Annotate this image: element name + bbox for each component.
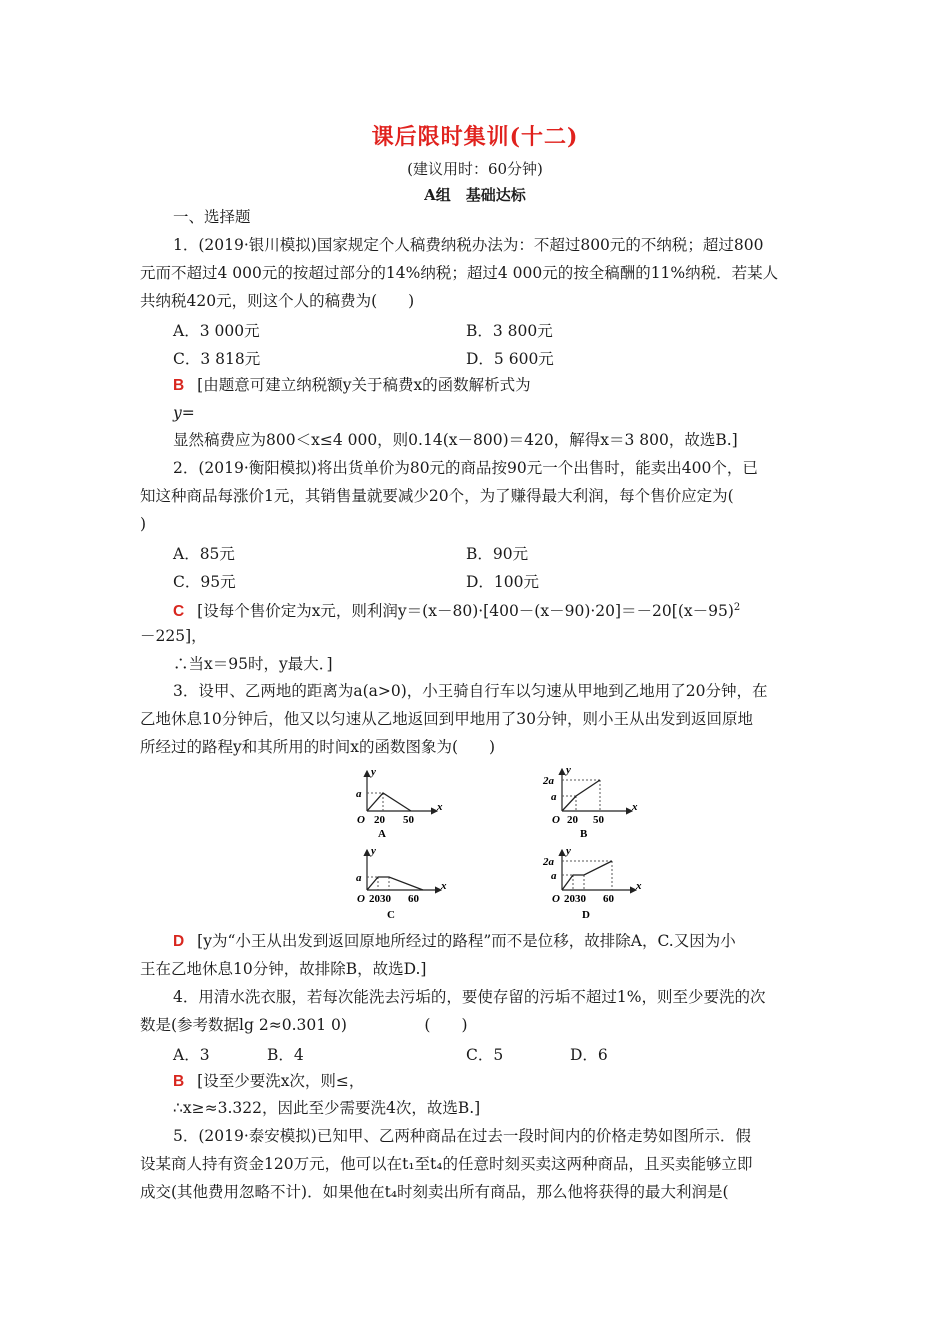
q4-option-c: C．5 xyxy=(466,1046,504,1064)
graph-b-x-label: x xyxy=(632,801,638,813)
q4-solution-text1: [设至少要洗x次，则≤， xyxy=(197,1072,365,1090)
graph-c-a-label: a xyxy=(356,872,362,884)
q4-line2: 数是(参考数据lg 2≈0.301 0) ( ) xyxy=(140,1016,468,1034)
q3-line1: 3．设甲、乙两地的距离为a(a>0)，小王骑自行车以匀速从甲地到乙地用了20分钟，在 xyxy=(173,682,768,700)
q3-answer: D xyxy=(173,933,185,950)
graph-b xyxy=(540,763,640,843)
graph-a-t1: 20 xyxy=(374,814,385,826)
graph-d-t1: 2030 xyxy=(564,893,586,905)
graph-c-caption: C xyxy=(387,909,395,921)
graph-a-y-label: y xyxy=(371,766,376,778)
graph-c-t2: 60 xyxy=(408,893,419,905)
q2-answer: C xyxy=(173,603,185,621)
graph-b-a-label: a xyxy=(551,791,557,803)
q1-line1: 1．(2019·银川模拟)国家规定个人稿费纳税办法为：不超过800元的不纳税；超过800 xyxy=(173,236,764,254)
graph-a xyxy=(345,763,445,843)
q2-line1: 2．(2019·衡阳模拟)将出货单价为80元的商品按90元一个出售时，能卖出400个，已 xyxy=(173,459,758,477)
q2-option-c: C．95元 xyxy=(173,573,236,591)
graph-d xyxy=(540,846,650,926)
graph-b-origin: O xyxy=(552,814,560,826)
graph-c xyxy=(345,846,455,926)
q1-option-a: A．3 000元 xyxy=(173,322,260,340)
q2-line3: ) xyxy=(140,515,147,533)
q1-solution-line2: y= xyxy=(173,404,195,422)
graph-d-t2: 60 xyxy=(603,893,614,905)
graph-b-t1: 20 xyxy=(567,814,578,826)
q1-answer: B xyxy=(173,377,185,394)
q1-option-b: B．3 800元 xyxy=(466,322,553,340)
graph-d-2a-label: 2a xyxy=(543,856,554,868)
graph-b-y-label: y xyxy=(566,764,571,776)
q2-solution-sup: 2 xyxy=(733,602,741,613)
q4-option-d: D．6 xyxy=(570,1046,608,1064)
q1-solution-text1: [由题意可建立纳税额y关于稿费x的函数解析式为 xyxy=(197,376,531,394)
graph-b-caption: B xyxy=(580,828,588,840)
graph-a-caption: A xyxy=(378,828,386,840)
q4-solution-line2: ∴x≥≈3.322，因此至少需要洗4次，故选B.] xyxy=(173,1099,481,1117)
q1-line3: 共纳税420元，则这个人的稿费为( ) xyxy=(140,292,415,310)
q2-option-b: B．90元 xyxy=(466,545,529,563)
graph-d-y-label: y xyxy=(566,846,571,857)
section-label: 一、选择题 xyxy=(173,208,251,226)
q1-option-c: C．3 818元 xyxy=(173,350,261,368)
graph-a-curve xyxy=(367,793,411,811)
q5-line3: 成交(其他费用忽略不计)．如果他在t₄时刻卖出所有商品，那么他将获得的最大利润是( xyxy=(140,1183,729,1201)
q3-line2: 乙地休息10分钟后，他又以匀速从乙地返回到甲地用了30分钟，则小王从出发到返回原地 xyxy=(140,710,753,728)
graph-b-2a-label: 2a xyxy=(543,775,554,787)
q2-solution-line3: ∴当x＝95时，y最大．] xyxy=(173,655,333,673)
q2-solution-text1: [设每个售价定为x元，则利润y＝(x－80)·[400－(x－90)·20]＝－20[(x－95) xyxy=(197,602,734,621)
graph-d-curve xyxy=(562,861,612,890)
graph-d-a-label: a xyxy=(551,870,557,882)
q3-solution-line1 xyxy=(173,931,736,952)
q2-option-a: A．85元 xyxy=(173,545,235,563)
q4-line1: 4．用清水洗衣服，若每次能洗去污垢的，要使存留的污垢不超过1%，则至少要洗的次 xyxy=(173,988,766,1006)
q1-line2: 元而不超过4 000元的按超过部分的14%纳税；超过4 000元的按全稿酬的11%纳税．若某人 xyxy=(140,264,779,282)
q2-line2: 知这种商品每涨价1元，其销售量就要减少20个，为了赚得最大利润，每个售价应定为( xyxy=(140,487,734,505)
q5-line1: 5．(2019·泰安模拟)已知甲、乙两种商品在过去一段时间内的价格走势如图所示．假 xyxy=(173,1127,751,1145)
group-heading: A组 基础达标 xyxy=(424,186,526,204)
graph-a-x-label: x xyxy=(437,801,443,813)
q4-option-a: A．3 xyxy=(173,1046,210,1064)
graph-c-y-label: y xyxy=(371,846,376,857)
q4-option-b: B．4 xyxy=(267,1046,304,1064)
graph-c-x-label: x xyxy=(441,880,447,892)
q1-solution-line3: 显然稿费应为800＜x≤4 000，则0.14(x－800)＝420，解得x＝3 800，故选B.] xyxy=(173,431,738,449)
graph-d-caption: D xyxy=(582,909,590,921)
graph-d-origin: O xyxy=(552,893,560,905)
q3-solution-text1: [y为“小王从出发到返回原地所经过的路程”而不是位移，故排除A，C.又因为小 xyxy=(197,932,736,950)
time-hint: (建议用时：60分钟) xyxy=(407,160,543,178)
q1-solution-line1 xyxy=(173,375,531,396)
graph-d-x-label: x xyxy=(636,880,642,892)
q1-option-d: D．5 600元 xyxy=(466,350,554,368)
graph-a-a-label: a xyxy=(356,788,362,800)
graph-a-origin: O xyxy=(357,814,365,826)
graph-c-t1: 2030 xyxy=(369,893,391,905)
q2-option-d: D．100元 xyxy=(466,573,540,591)
q2-solution-line2: －225]， xyxy=(140,627,207,645)
q5-line2: 设某商人持有资金120万元，他可以在t₁至t₄的任意时刻买卖这两种商品，且买卖能够立即 xyxy=(140,1155,753,1173)
graph-c-origin: O xyxy=(357,893,365,905)
q2-solution-line1 xyxy=(173,598,740,622)
graph-b-t2: 50 xyxy=(593,814,604,826)
q3-line3: 所经过的路程y和其所用的时间x的函数图象为( ) xyxy=(140,738,496,756)
graph-c-curve xyxy=(367,877,423,890)
q4-solution-line1 xyxy=(173,1071,364,1092)
page-title: 课后限时集训(十二) xyxy=(371,124,579,150)
graph-a-t2: 50 xyxy=(403,814,414,826)
q3-solution-line2: 王在乙地休息10分钟，故排除B，故选D.] xyxy=(140,960,427,978)
q4-answer: B xyxy=(173,1073,185,1090)
